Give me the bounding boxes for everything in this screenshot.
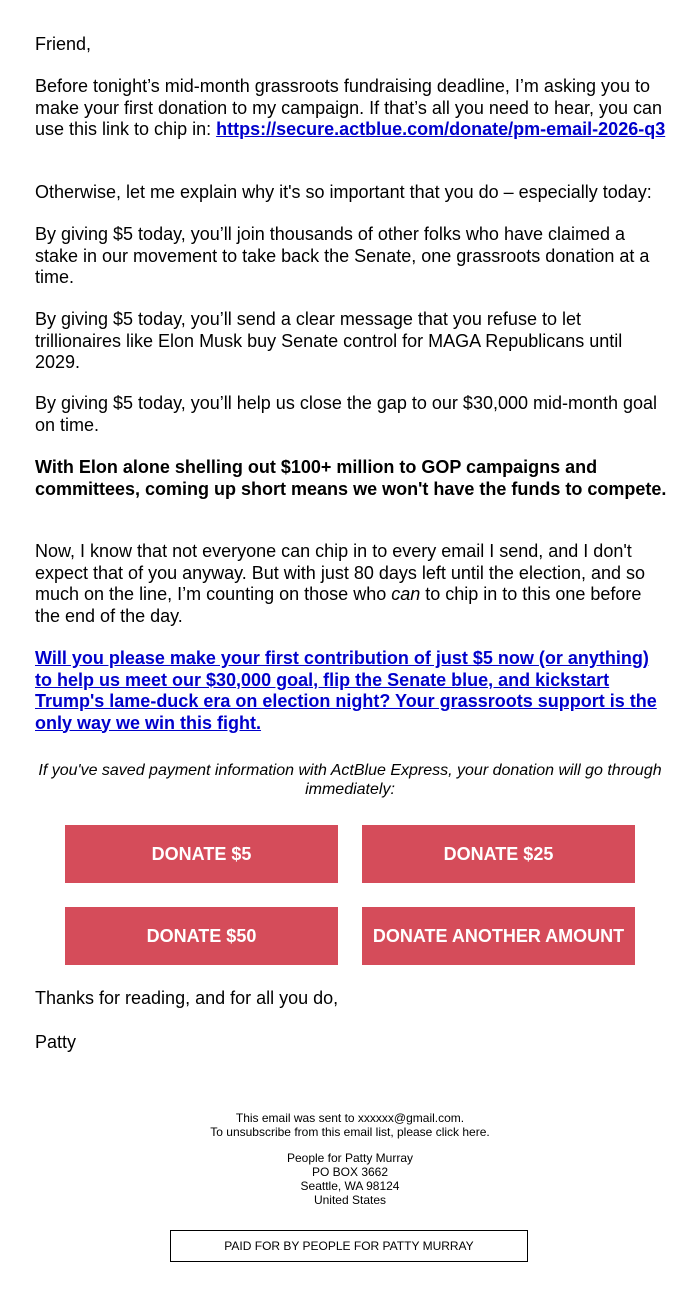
paragraph-giving-3: By giving $5 today, you’ll help us close the gap to our $30,000 mid-month goal on time.	[35, 393, 658, 435]
donate-other-amount-button[interactable]: DONATE ANOTHER AMOUNT	[362, 907, 635, 965]
express-note: If you've saved payment information with ActBlue Express, your donation will go through immediately:	[38, 762, 662, 798]
paragraph-elon: With Elon alone shelling out $100+ million to GOP campaigns and committees, coming up short means we won't have the funds to compete.	[35, 457, 667, 499]
country: United States	[313, 1193, 387, 1207]
unsubscribe-link[interactable]: To unsubscribe from this email list, please click here.	[210, 1125, 490, 1139]
now-text-1: Now, I know that not everyone can chip in to every email I send, and I don't expect that of you anyway. But with just 80 days left until the election, and so much on the line, I’m counting on those who	[35, 541, 646, 604]
signature: Patty	[35, 1032, 77, 1052]
intro-paragraph	[35, 76, 667, 141]
cta-donate-link[interactable]: Will you please make your first contribution of just $5 now (or anything) to help us meet our $30,000 goal, flip the Senate blue, and kickstart Trump's lame-duck era on election night? Your grassroots support is the only way we win this fight.	[35, 648, 657, 733]
po-box: PO BOX 3662	[311, 1165, 389, 1179]
footer-notice	[100, 1111, 600, 1139]
paragraph-giving-2: By giving $5 today, you’ll send a clear message that you refuse to let trillionaires like Elon Musk buy Senate control for MAGA Republicans until 2029.	[35, 309, 623, 372]
paragraph-giving-1: By giving $5 today, you’ll join thousands of other folks who have claimed a stake in our movement to take back the Senate, one grassroots donation at a time.	[35, 224, 650, 287]
intro-text: Before tonight’s mid-month grassroots fundraising deadline, I’m asking you to make your first donation to my campaign. If that’s all you need to hear, you can use this link to chip in:	[35, 76, 663, 139]
cta-paragraph	[35, 648, 667, 734]
footer-address	[100, 1151, 600, 1207]
now-emphasis: can	[391, 584, 421, 604]
greeting: Friend,	[35, 34, 92, 54]
thanks-line: Thanks for reading, and for all you do,	[35, 988, 339, 1008]
donate-link[interactable]: https://secure.actblue.com/donate/pm-email-2026-q3	[216, 119, 666, 139]
paragraph-otherwise: Otherwise, let me explain why it's so important that you do – especially today:	[35, 182, 652, 202]
sent-to-line: This email was sent to xxxxxx@gmail.com.	[235, 1111, 465, 1125]
now-text-2: to chip in to this one before the end of the day.	[35, 584, 642, 626]
donate-50-button[interactable]: DONATE $50	[65, 907, 338, 965]
city-line: Seattle, WA 98124	[300, 1179, 400, 1193]
org-name: People for Patty Murray	[286, 1151, 414, 1165]
donate-25-button[interactable]: DONATE $25	[362, 825, 635, 883]
donate-5-button[interactable]: DONATE $5	[65, 825, 338, 883]
paragraph-now	[35, 541, 667, 627]
paid-for-disclaimer: PAID FOR BY PEOPLE FOR PATTY MURRAY	[170, 1230, 528, 1262]
